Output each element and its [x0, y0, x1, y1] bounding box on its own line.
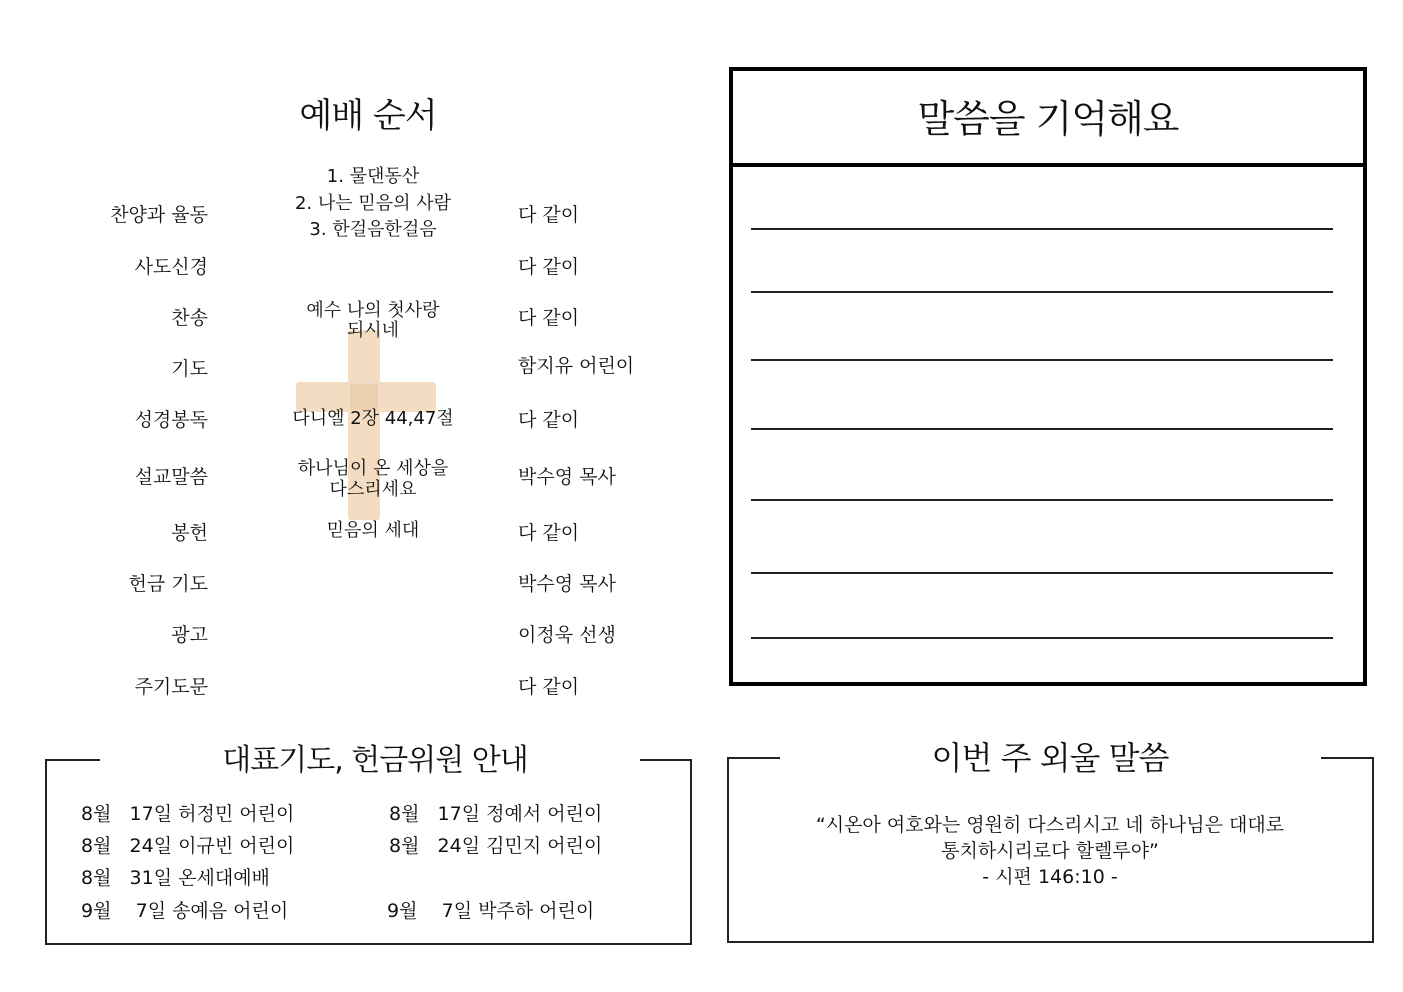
order-role: 찬송 — [171, 307, 208, 329]
verse-title: 이번 주 외울 말씀 — [880, 733, 1220, 779]
prayer-entry: 9월 7일 박주하 어린이 — [387, 900, 595, 922]
order-song: 되시네 — [346, 320, 400, 341]
prayer-entry: 8월 24일 이규빈 어린이 — [81, 835, 295, 857]
order-role: 주기도문 — [134, 676, 208, 698]
writing-line[interactable] — [751, 499, 1333, 501]
order-role: 봉헌 — [171, 522, 208, 544]
order-song: 다니엘 2장 44,47절 — [292, 408, 454, 429]
order-song: 다스리세요 — [329, 479, 417, 500]
verse-text — [760, 812, 1340, 890]
order-person: 다 같이 — [518, 307, 580, 329]
order-role: 사도신경 — [134, 256, 208, 278]
order-song: 하나님이 온 세상을 — [297, 458, 449, 479]
prayer-box — [45, 759, 692, 945]
order-person: 이정욱 선생 — [518, 624, 616, 646]
verse-line: “시온아 여호와는 영원히 다스리시고 네 하나님은 대대로 — [815, 814, 1285, 836]
verse-reference: - 시편 146:10 - — [982, 866, 1118, 888]
order-person: 다 같이 — [518, 522, 580, 544]
order-song: 믿음의 세대 — [326, 520, 420, 541]
order-title: 예배 순서 — [299, 96, 437, 136]
order-person: 다 같이 — [518, 256, 580, 278]
box-border — [727, 757, 780, 759]
box-border — [1321, 757, 1374, 759]
box-border — [45, 759, 100, 761]
order-role: 광고 — [171, 624, 208, 646]
order-role: 설교말씀 — [134, 466, 208, 488]
prayer-entry: 8월 17일 정예서 어린이 — [389, 803, 603, 825]
order-role: 찬양과 율동 — [110, 204, 208, 226]
order-person: 다 같이 — [518, 676, 580, 698]
prayer-entry: 9월 7일 송예음 어린이 — [81, 900, 289, 922]
order-person: 다 같이 — [518, 409, 580, 431]
writing-line[interactable] — [751, 572, 1333, 574]
order-song: 예수 나의 첫사랑 — [306, 300, 440, 321]
box-border — [640, 759, 692, 761]
writing-line[interactable] — [751, 428, 1333, 430]
order-song: 2. 나는 믿음의 사람 — [294, 193, 452, 214]
verse-line: 통치하시리로다 할렐루야” — [941, 840, 1159, 862]
memory-title: 말씀을 기억해요 — [733, 71, 1363, 167]
order-role: 헌금 기도 — [128, 573, 208, 595]
prayer-entry: 8월 24일 김민지 어린이 — [389, 835, 603, 857]
writing-line[interactable] — [751, 228, 1333, 230]
prayer-title: 대표기도, 헌금위원 안내 — [140, 735, 610, 779]
writing-line[interactable] — [751, 291, 1333, 293]
order-person: 함지유 어린이 — [518, 355, 635, 377]
prayer-entry: 8월 17일 허정민 어린이 — [81, 803, 295, 825]
prayer-entry: 8월 31일 온세대예배 — [81, 867, 270, 889]
order-person: 박수영 목사 — [518, 466, 616, 488]
order-role: 기도 — [171, 358, 208, 380]
order-person: 다 같이 — [518, 204, 580, 226]
order-person: 박수영 목사 — [518, 573, 616, 595]
order-role: 성경봉독 — [134, 409, 208, 431]
writing-line[interactable] — [751, 637, 1333, 639]
writing-line[interactable] — [751, 359, 1333, 361]
order-song: 3. 한걸음한걸음 — [309, 219, 437, 240]
order-song: 1. 물댄동산 — [326, 166, 420, 187]
memory-box — [729, 67, 1367, 686]
